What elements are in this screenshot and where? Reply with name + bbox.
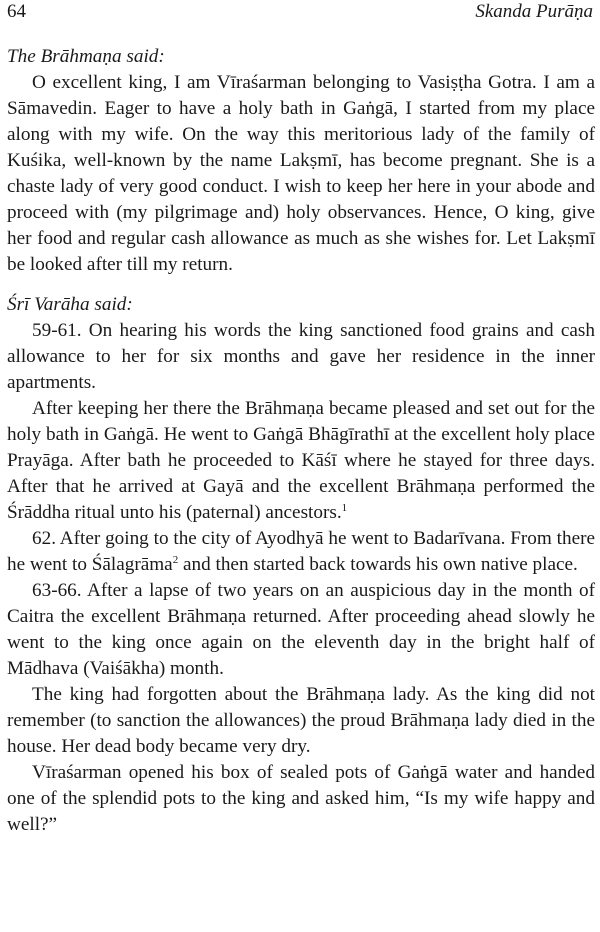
footnote-mark: 1 (341, 502, 348, 514)
paragraph: The king had forgotten about the Brāhmaṇa lady. As the king did not remember (to sanction the allowances) the proud Brāhmaṇa lady died in the house. Her dead body became very dry. (7, 684, 595, 757)
paragraph-text: 62. After going to the city of Ayodhyā he went to Badarīvana. From there he went to Śālagrāma (7, 528, 595, 575)
paragraph: O excellent king, I am Vīraśarman belonging to Vasiṣṭha Gotra. I am a Sāmavedin. Eager to have a holy bath in Gaṅgā, I started from my place along with my wife. On the way this meritorious lady of the family of Kuśika, well-known by the name Lakṣmī, has become pregnant. She is a chaste lady of very good conduct. I wish to keep her here in your abode and proceed with (my pilgrimage and) holy observances. Hence, O king, give her food and regular cash allowance as much as she wishes for. Let Lakṣmī be looked after till my return. (7, 72, 595, 275)
footnote-mark: 2 (172, 554, 179, 566)
paragraph: Vīraśarman opened his box of sealed pots of Gaṅgā water and handed one of the splendid pots to the king and asked him, “Is my wife happy and well?” (7, 762, 595, 835)
page-header (7, 0, 593, 28)
section-gap (7, 278, 595, 292)
speaker-heading: The Brāhmaṇa said: (7, 46, 165, 67)
speaker-heading: Śrī Varāha said: (7, 294, 133, 315)
paragraph: 63-66. After a lapse of two years on an auspicious day in the month of Caitra the excellent Brāhmaṇa returned. After proceeding ahead slowly he went to the king once again on the eleventh day in the bright half of Mādhava (Vaiśākha) month. (7, 580, 595, 679)
paragraph (7, 526, 595, 578)
page-number: 64 (7, 1, 26, 22)
paragraph: 59-61. On hearing his words the king sanctioned food grains and cash allowance to her for six months and gave her residence in the inner apartments. (7, 320, 595, 393)
paragraph-with-footnote (7, 396, 595, 526)
page-body (7, 44, 595, 838)
paragraph-text: and then started back towards his own native place. (178, 554, 578, 575)
paragraph-text: After keeping her there the Brāhmaṇa became pleased and set out for the holy bath in Gaṅgā. He went to Gaṅgā Bhāgīrathī at the excellent holy place Prayāga. After bath he proceeded to Kāśī where he stayed for three days. After that he arrived at Gayā and the excellent Brāhmaṇa performed the Śrāddha ritual unto his (paternal) ancestors. (7, 398, 595, 523)
running-title: Skanda Purāṇa (475, 1, 593, 22)
